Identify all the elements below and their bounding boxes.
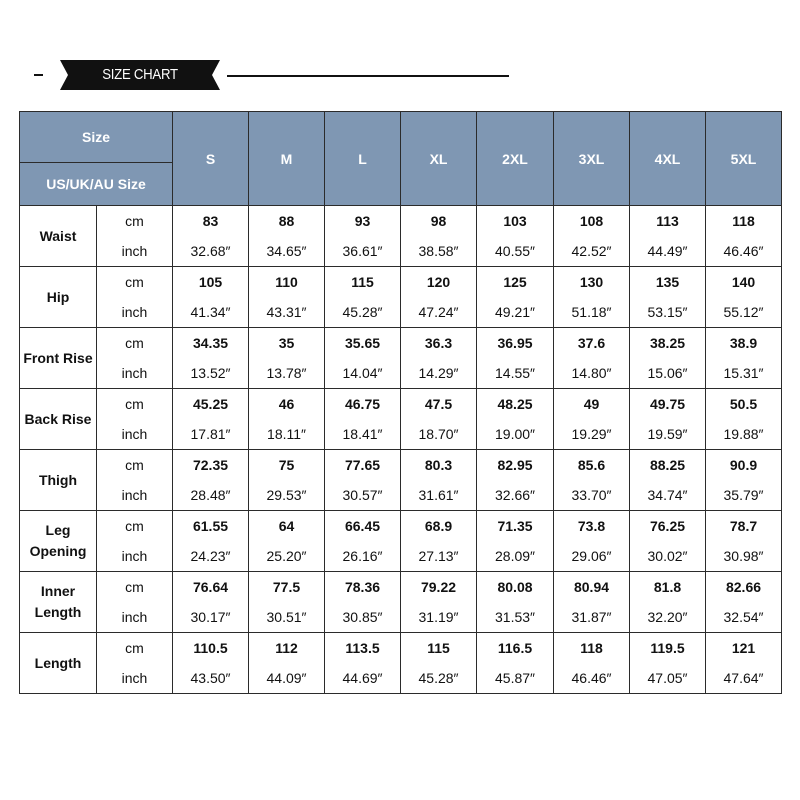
cm-value-cell: 49 (554, 389, 630, 420)
inch-value-cell: 15.06″ (630, 358, 706, 389)
cm-value-cell: 113 (630, 206, 706, 237)
inch-value-cell: 55.12″ (706, 297, 782, 328)
cm-value-cell: 78.7 (706, 511, 782, 542)
inch-value-cell: 30.85″ (325, 602, 401, 633)
inch-value-cell: 53.15″ (630, 297, 706, 328)
cm-value-cell: 48.25 (477, 389, 554, 420)
cm-value-cell: 83 (173, 206, 249, 237)
measurement-name-line: Length (34, 604, 82, 620)
inch-value-cell: 32.66″ (477, 480, 554, 511)
inch-value-cell: 32.54″ (706, 602, 782, 633)
inch-value-cell: 43.50″ (173, 663, 249, 694)
unit-label-cm: cm (97, 511, 173, 542)
size-chart-banner (26, 58, 526, 92)
size-header-label: Size (20, 112, 173, 163)
inch-value-cell: 30.02″ (630, 541, 706, 572)
inch-value-cell: 31.53″ (477, 602, 554, 633)
inch-value-cell: 45.28″ (325, 297, 401, 328)
inch-value-cell: 18.11″ (249, 419, 325, 450)
cm-value-cell: 93 (325, 206, 401, 237)
table-row (20, 297, 782, 328)
inch-value-cell: 46.46″ (706, 236, 782, 267)
inch-value-cell: 33.70″ (554, 480, 630, 511)
cm-value-cell: 110.5 (173, 633, 249, 664)
measurement-name-line: Inner (40, 583, 76, 599)
cm-value-cell: 71.35 (477, 511, 554, 542)
cm-value-cell: 88 (249, 206, 325, 237)
cm-value-cell: 108 (554, 206, 630, 237)
size-header-s: S (173, 112, 249, 206)
cm-value-cell: 88.25 (630, 450, 706, 481)
cm-value-cell: 36.3 (401, 328, 477, 359)
measurement-name (20, 511, 97, 572)
cm-value-cell: 140 (706, 267, 782, 298)
inch-value-cell: 14.29″ (401, 358, 477, 389)
inch-value-cell: 43.31″ (249, 297, 325, 328)
cm-value-cell: 79.22 (401, 572, 477, 603)
cm-value-cell: 105 (173, 267, 249, 298)
inch-value-cell: 17.81″ (173, 419, 249, 450)
cm-value-cell: 113.5 (325, 633, 401, 664)
cm-value-cell: 82.66 (706, 572, 782, 603)
inch-value-cell: 47.64″ (706, 663, 782, 694)
cm-value-cell: 98 (401, 206, 477, 237)
inch-value-cell: 29.06″ (554, 541, 630, 572)
cm-value-cell: 115 (325, 267, 401, 298)
header-row (20, 112, 782, 163)
cm-value-cell: 115 (401, 633, 477, 664)
size-header-l: L (325, 112, 401, 206)
cm-value-cell: 75 (249, 450, 325, 481)
inch-value-cell: 45.28″ (401, 663, 477, 694)
cm-value-cell: 112 (249, 633, 325, 664)
inch-value-cell: 15.31″ (706, 358, 782, 389)
cm-value-cell: 61.55 (173, 511, 249, 542)
inch-value-cell: 29.53″ (249, 480, 325, 511)
unit-label-cm: cm (97, 328, 173, 359)
banner-title: SIZE CHART (102, 66, 178, 83)
table-row (20, 206, 782, 237)
unit-label-inch: inch (97, 297, 173, 328)
inch-value-cell: 14.80″ (554, 358, 630, 389)
inch-value-cell: 30.51″ (249, 602, 325, 633)
table-row (20, 541, 782, 572)
table-row (20, 419, 782, 450)
cm-value-cell: 77.5 (249, 572, 325, 603)
measurement-name-line: Opening (29, 543, 87, 559)
measurement-name (20, 328, 97, 389)
inch-value-cell: 19.29″ (554, 419, 630, 450)
cm-value-cell: 116.5 (477, 633, 554, 664)
measurement-name-line: Length (34, 654, 82, 671)
inch-value-cell: 19.88″ (706, 419, 782, 450)
inch-value-cell: 42.52″ (554, 236, 630, 267)
table-row (20, 663, 782, 694)
inch-value-cell: 24.23″ (173, 541, 249, 572)
measurement-name-line: Thigh (38, 471, 78, 488)
table-row (20, 572, 782, 603)
inch-value-cell: 31.87″ (554, 602, 630, 633)
cm-value-cell: 47.5 (401, 389, 477, 420)
unit-label-inch: inch (97, 236, 173, 267)
size-header-2xl: 2XL (477, 112, 554, 206)
region-header-label: US/UK/AU Size (20, 163, 173, 206)
inch-value-cell: 46.46″ (554, 663, 630, 694)
measurement-name-line: Leg (45, 522, 71, 538)
inch-value-cell: 51.18″ (554, 297, 630, 328)
cm-value-cell: 82.95 (477, 450, 554, 481)
table-row (20, 450, 782, 481)
cm-value-cell: 77.65 (325, 450, 401, 481)
inch-value-cell: 26.16″ (325, 541, 401, 572)
cm-value-cell: 68.9 (401, 511, 477, 542)
inch-value-cell: 14.55″ (477, 358, 554, 389)
cm-value-cell: 50.5 (706, 389, 782, 420)
measurement-name (20, 572, 97, 633)
cm-value-cell: 38.25 (630, 328, 706, 359)
cm-value-cell: 76.25 (630, 511, 706, 542)
inch-value-cell: 32.20″ (630, 602, 706, 633)
unit-label-cm: cm (97, 633, 173, 664)
inch-value-cell: 19.00″ (477, 419, 554, 450)
inch-value-cell: 13.78″ (249, 358, 325, 389)
unit-label-inch: inch (97, 358, 173, 389)
inch-value-cell: 19.59″ (630, 419, 706, 450)
cm-value-cell: 78.36 (325, 572, 401, 603)
table-row (20, 480, 782, 511)
inch-value-cell: 25.20″ (249, 541, 325, 572)
unit-label-inch: inch (97, 419, 173, 450)
cm-value-cell: 37.6 (554, 328, 630, 359)
cm-value-cell: 110 (249, 267, 325, 298)
measurement-name (20, 450, 97, 511)
measurement-name-line: Front Rise (23, 349, 93, 366)
inch-value-cell: 47.05″ (630, 663, 706, 694)
size-header-3xl: 3XL (554, 112, 630, 206)
cm-value-cell: 130 (554, 267, 630, 298)
unit-label-inch: inch (97, 480, 173, 511)
cm-value-cell: 80.94 (554, 572, 630, 603)
size-header-xl: XL (401, 112, 477, 206)
inch-value-cell: 30.98″ (706, 541, 782, 572)
inch-value-cell: 47.24″ (401, 297, 477, 328)
inch-value-cell: 45.87″ (477, 663, 554, 694)
cm-value-cell: 103 (477, 206, 554, 237)
unit-label-cm: cm (97, 572, 173, 603)
size-header-5xl: 5XL (706, 112, 782, 206)
table-row (20, 236, 782, 267)
cm-value-cell: 76.64 (173, 572, 249, 603)
cm-value-cell: 35.65 (325, 328, 401, 359)
cm-value-cell: 120 (401, 267, 477, 298)
measurement-name (20, 389, 97, 450)
inch-value-cell: 27.13″ (401, 541, 477, 572)
cm-value-cell: 73.8 (554, 511, 630, 542)
inch-value-cell: 44.49″ (630, 236, 706, 267)
unit-label-inch: inch (97, 541, 173, 572)
inch-value-cell: 30.17″ (173, 602, 249, 633)
unit-label-cm: cm (97, 267, 173, 298)
cm-value-cell: 46.75 (325, 389, 401, 420)
table-row (20, 633, 782, 664)
banner-tag (60, 60, 220, 90)
inch-value-cell: 44.09″ (249, 663, 325, 694)
measurement-name-line: Back Rise (24, 410, 92, 427)
size-header-4xl: 4XL (630, 112, 706, 206)
inch-value-cell: 49.21″ (477, 297, 554, 328)
cm-value-cell: 119.5 (630, 633, 706, 664)
table-row (20, 328, 782, 359)
size-header-m: M (249, 112, 325, 206)
inch-value-cell: 34.65″ (249, 236, 325, 267)
unit-label-cm: cm (97, 389, 173, 420)
unit-label-cm: cm (97, 206, 173, 237)
table-row (20, 602, 782, 633)
cm-value-cell: 45.25 (173, 389, 249, 420)
measurement-name (20, 267, 97, 328)
cm-value-cell: 85.6 (554, 450, 630, 481)
table-row (20, 267, 782, 298)
cm-value-cell: 135 (630, 267, 706, 298)
inch-value-cell: 38.58″ (401, 236, 477, 267)
size-chart-table (19, 111, 782, 694)
inch-value-cell: 30.57″ (325, 480, 401, 511)
cm-value-cell: 80.3 (401, 450, 477, 481)
cm-value-cell: 121 (706, 633, 782, 664)
cm-value-cell: 49.75 (630, 389, 706, 420)
inch-value-cell: 32.68″ (173, 236, 249, 267)
inch-value-cell: 14.04″ (325, 358, 401, 389)
table-row (20, 358, 782, 389)
inch-value-cell: 31.61″ (401, 480, 477, 511)
inch-value-cell: 13.52″ (173, 358, 249, 389)
cm-value-cell: 46 (249, 389, 325, 420)
inch-value-cell: 18.41″ (325, 419, 401, 450)
cm-value-cell: 38.9 (706, 328, 782, 359)
cm-value-cell: 64 (249, 511, 325, 542)
inch-value-cell: 44.69″ (325, 663, 401, 694)
inch-value-cell: 36.61″ (325, 236, 401, 267)
measurement-name-line: Waist (39, 227, 77, 244)
cm-value-cell: 34.35 (173, 328, 249, 359)
inch-value-cell: 28.48″ (173, 480, 249, 511)
inch-value-cell: 34.74″ (630, 480, 706, 511)
measurement-name-line: Hip (46, 288, 70, 305)
cm-value-cell: 72.35 (173, 450, 249, 481)
cm-value-cell: 66.45 (325, 511, 401, 542)
inch-value-cell: 41.34″ (173, 297, 249, 328)
banner-dash (34, 74, 43, 76)
unit-label-cm: cm (97, 450, 173, 481)
cm-value-cell: 118 (554, 633, 630, 664)
inch-value-cell: 31.19″ (401, 602, 477, 633)
cm-value-cell: 90.9 (706, 450, 782, 481)
cm-value-cell: 36.95 (477, 328, 554, 359)
measurement-name (20, 633, 97, 694)
cm-value-cell: 35 (249, 328, 325, 359)
cm-value-cell: 125 (477, 267, 554, 298)
inch-value-cell: 18.70″ (401, 419, 477, 450)
measurement-name (20, 206, 97, 267)
banner-rule (227, 75, 509, 77)
cm-value-cell: 118 (706, 206, 782, 237)
cm-value-cell: 81.8 (630, 572, 706, 603)
unit-label-inch: inch (97, 602, 173, 633)
table-row (20, 511, 782, 542)
table-row (20, 389, 782, 420)
inch-value-cell: 28.09″ (477, 541, 554, 572)
cm-value-cell: 80.08 (477, 572, 554, 603)
inch-value-cell: 40.55″ (477, 236, 554, 267)
unit-label-inch: inch (97, 663, 173, 694)
inch-value-cell: 35.79″ (706, 480, 782, 511)
